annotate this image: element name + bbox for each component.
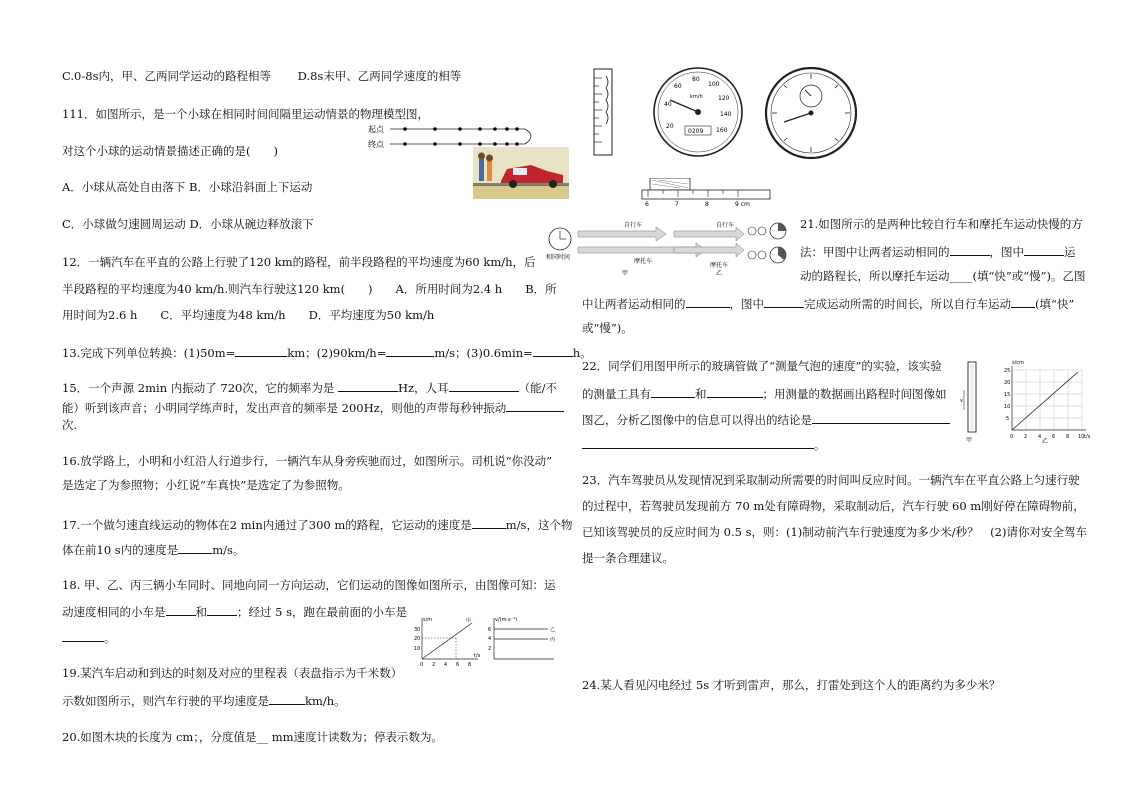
q15-line2: 能）听到该声音；小明同学练声时，发出声音的频率是 200Hz，则他的声带每秒钟振动: [62, 400, 564, 416]
y-tick-label: 20: [414, 636, 421, 642]
q18-graphs: [408, 613, 558, 667]
q23-line3: 已知该驾驶员的反应时间为 0.5 s，则：(1)制动前汽车行驶速度为多少米/秒？ (2)请你对安全驾车: [582, 525, 1087, 539]
length-ruler: [640, 178, 775, 208]
vertical-ruler: [592, 68, 614, 156]
bicycle-icon: [748, 227, 756, 235]
q12-line3: 用时间为2.6 h C．平均速度为48 km/h D．平均速度为50 km/h: [62, 308, 435, 322]
jia-label: 甲: [622, 270, 629, 277]
q23-line2: 的过程中，若驾驶员发现前方 70 m处有障碍物，采取制动后，汽车行驶 60 m刚好停在障碍物前，: [582, 499, 1085, 513]
y-axis-label: s/m: [423, 617, 433, 623]
q21-line1: 21.如图所示的是两种比较自行车和摩托车运动快慢的方: [800, 217, 1083, 231]
q11-options-ab: A．小球从高处自由落下 B．小球沿斜面上下运动: [62, 180, 313, 194]
x-axis-label: t/s: [474, 653, 481, 659]
q18-line1: 18. 甲、乙、丙三辆小车同时、同地向同一方向运动，它们运动的图像如图所示，由图像可知：运: [62, 578, 556, 592]
ruler-tick: 6: [645, 201, 649, 208]
x-tick-label: 4: [444, 662, 448, 667]
answer-blank[interactable]: [207, 604, 237, 616]
answer-blank[interactable]: [269, 693, 305, 705]
bike-label-2: 自行车: [716, 222, 735, 229]
x-tick-label: 2: [432, 662, 436, 667]
ball-row-bottom: [390, 142, 525, 146]
answer-blank[interactable]: [1011, 296, 1035, 308]
speed-tick: 20: [666, 123, 674, 130]
y-tick-label: 5: [1006, 416, 1010, 422]
q11-line2: 对这个小球的运动情景描述正确的是( ): [62, 144, 278, 158]
x-axis-label: t/s: [1084, 434, 1091, 440]
answer-blank[interactable]: [707, 386, 763, 398]
car-scene-image: [473, 147, 569, 199]
speed-tick: 80: [692, 76, 700, 83]
end-label: 终点: [368, 140, 384, 149]
answer-blank[interactable]: [764, 296, 804, 308]
moto-label-2: 摩托车: [710, 262, 729, 269]
q18-line3: 。: [62, 630, 116, 646]
ruler-tick: 9 cm: [735, 201, 750, 208]
q10-option-cd: C.0-8s内，甲、乙两同学运动的路程相等 D.8s末甲、乙两同学速度的相等: [62, 69, 462, 83]
st-graph: [414, 617, 481, 667]
y-tick-label: 10: [414, 646, 421, 652]
q22-line1: 22．同学们用图甲所示的玻璃管做了“测量气泡的速度”的实验，该实验: [582, 359, 942, 373]
q13: 13.完成下列单位转换：(1)50m= km；(2)90km/h= m/s；(3)0.6min= h。: [62, 346, 592, 360]
y-tick-label: 4: [488, 636, 492, 642]
moto-label: 摩托车: [634, 258, 653, 265]
q15-line1: 15．一个声源 2min 内振动了 720次，它的频率为是 Hz，人耳 （能/不: [62, 381, 557, 395]
answer-blank[interactable]: [651, 386, 695, 398]
q24: 24.某人看见闪电经过 5s 才听到雷声，那么，打雷处到这个人的距离约为多少米？: [582, 678, 1001, 692]
x-tick-label: 6: [456, 662, 460, 667]
answer-blank[interactable]: [338, 380, 398, 392]
q12-line2: 半段路程的平均速度为40 km/h.则汽车行驶这120 km( ) A．所用时间为2.4 h B．所: [62, 282, 557, 296]
x-tick-label: 8: [468, 662, 472, 667]
x-tick-label: 8: [1066, 434, 1070, 440]
bike-moto-figure: [546, 217, 790, 279]
q21-line2: 法：甲图中让两者运动相同的 ，图中 运: [800, 245, 1076, 259]
answer-blank[interactable]: [449, 380, 519, 392]
answer-blank[interactable]: [386, 345, 434, 357]
v-label: v: [960, 398, 963, 404]
q11-options-cd: C．小球做匀速圆周运动 D．小球从碗边释放滚下: [62, 217, 314, 231]
y-tick-label: 30: [414, 627, 421, 633]
answer-blank[interactable]: [235, 345, 287, 357]
q18-line2: 动速度相同的小车是 和 ；经过 5 s，跑在最前面的小车是: [62, 605, 408, 619]
answer-blank[interactable]: [178, 542, 212, 554]
answer-blank[interactable]: [166, 604, 196, 616]
bike-label: 自行车: [624, 222, 643, 229]
y-tick-label: 2: [488, 646, 492, 652]
glass-tube: [960, 360, 984, 444]
x-tick-label: 6: [1052, 434, 1056, 440]
q20: 20.如图木块的长度为 cm；，分度值是__ mm速度计读数为；停表示数为。: [62, 730, 444, 744]
answer-blank[interactable]: [506, 400, 564, 412]
speedometer: [652, 66, 744, 158]
y-tick-label: 25: [1004, 368, 1011, 374]
y-tick-label: 20: [1004, 380, 1011, 386]
q23-line4: 提一条合理建议。: [582, 551, 674, 565]
x-tick-label: 2: [1024, 434, 1028, 440]
y-axis-label: s/cm: [1012, 360, 1024, 366]
q21-line4: 中让两者运动相同的 ，图中 完成运动所需的时间长，所以自行车运动 (填“快”: [582, 297, 1075, 311]
motorcycle-icon: [748, 251, 756, 259]
jia-label: 甲: [966, 437, 973, 444]
q16-line2: 是选定了为参照物；小红说“车真快”是选定了为参照物。: [62, 478, 350, 492]
bing-label: 丙: [550, 637, 556, 643]
y-axis-label: v/(m·s⁻¹): [495, 617, 518, 623]
jia-line: [422, 623, 472, 659]
q19-line2: 示数如图所示，则汽车行驶的平均速度是 km/h。: [62, 694, 346, 708]
speed-tick: 40: [664, 101, 672, 108]
answer-blank[interactable]: [582, 437, 814, 449]
x-tick-label: 0: [1010, 434, 1014, 440]
odometer-reading: 0209: [688, 128, 704, 135]
ruler-tick: 8: [705, 201, 709, 208]
y-tick-label: 10: [1004, 404, 1011, 410]
q19-line1: 19.某汽车启动和到达的时刻及对应的里程表（表盘指示为千米数）: [62, 666, 403, 680]
jia-label: 甲: [466, 618, 472, 624]
yi-label: 乙: [550, 627, 556, 633]
stopwatch: [764, 66, 858, 160]
start-label: 起点: [368, 125, 384, 134]
answer-blank[interactable]: [472, 517, 506, 529]
q12-line1: 12．一辆汽车在平直的公路上行驶了120 km的路程，前半段路程的平均速度为60 km/h，后: [62, 255, 536, 269]
y-tick-label: 15: [1004, 392, 1011, 398]
q21-line3: 动的路程长，所以摩托车运动____(填“快”或“慢”)。乙图: [800, 269, 1086, 283]
speed-tick: 140: [720, 111, 732, 118]
speed-tick: 120: [718, 95, 730, 102]
ball-row-top: [390, 127, 525, 131]
answer-blank[interactable]: [686, 296, 730, 308]
answer-blank[interactable]: [62, 630, 104, 642]
x-tick-label: 4: [1038, 434, 1042, 440]
answer-blank[interactable]: [1024, 244, 1064, 256]
q22-line4: 。: [582, 437, 826, 453]
q11-line1: 111．如图所示，是一个小球在相同时间间隔里运动情景的物理模型图，: [62, 107, 429, 121]
x-tick-label: 0: [420, 662, 424, 667]
x-tick-label: 10: [1078, 434, 1085, 440]
speed-tick: 60: [674, 83, 682, 90]
speed-unit: km/h: [690, 94, 703, 100]
q17-line1: 17.一个做匀速直线运动的物体在2 min内通过了300 m的路程，它运动的速度是 m/s，这个物: [62, 518, 573, 532]
q21-line5: 或“慢”)。: [582, 321, 633, 335]
vt-graph: [488, 617, 555, 659]
answer-blank[interactable]: [950, 244, 990, 256]
speed-tick: 100: [708, 81, 720, 88]
answer-blank[interactable]: [533, 345, 573, 357]
q23-line1: 23．汽车驾驶员从发现情况到采取制动所需要的时间叫反应时间。一辆汽车在平直公路上匀速行驶: [582, 473, 1080, 487]
q17-line2: 体在前10 s内的速度是 m/s。: [62, 543, 245, 557]
ruler-tick: 7: [675, 201, 679, 208]
yi-label: 乙: [716, 270, 723, 277]
y-tick-label: 6: [488, 627, 492, 633]
q22-line3: 图乙，分析乙图像中的信息可以得出的结论是: [582, 412, 950, 428]
speed-tick: 160: [716, 127, 728, 134]
q22-line2: 的测量工具有 和 ；用测量的数据画出路程时间图像如: [582, 387, 947, 401]
same-time-label: 相同时间: [546, 254, 571, 261]
q15-line3: 次.: [62, 418, 78, 432]
bubble-st-graph: [998, 358, 1092, 444]
q16-line1: 16.放学路上，小明和小红沿人行道步行，一辆汽车从身旁疾驰而过，如图所示。司机说“你没动”: [62, 454, 553, 468]
yi-label: 乙: [1042, 438, 1049, 444]
answer-blank[interactable]: [812, 412, 950, 424]
